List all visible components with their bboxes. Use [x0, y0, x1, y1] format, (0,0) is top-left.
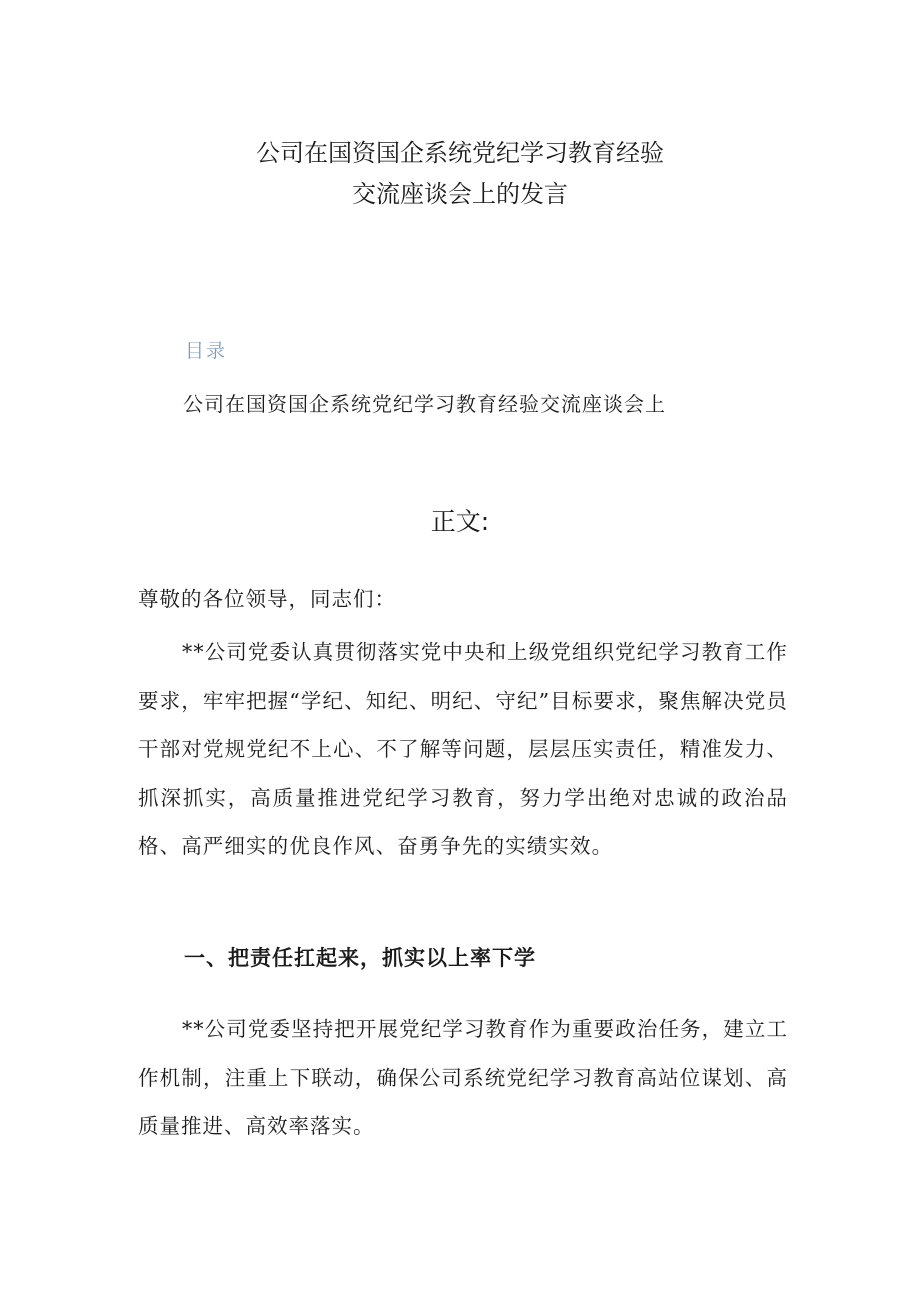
- toc-entry[interactable]: 公司在国资国企系统党纪学习教育经验交流座谈会上: [183, 392, 666, 416]
- body-section-label: 正文:: [430, 507, 490, 536]
- document-title-line-2: 交流座谈会上的发言: [352, 180, 568, 208]
- salutation: 尊敬的各位领导，同志们：: [138, 587, 396, 611]
- section-heading-1: 一、把责任扛起来，抓实以上率下学: [184, 945, 536, 970]
- document-title-line-1: 公司在国资国企系统党纪学习教育经验: [256, 139, 664, 167]
- paragraph-intro: **公司党委认真贯彻落实党中央和上级党组织党纪学习教育工作要求，牢牢把握“学纪、知纪、明纪、守纪”目标要求，聚焦解决党员干部对党规党纪不上心、不了解等问题，层层压实责任，精准发力、抓深抓实，高质量推进党纪学习教育，努力学出绝对忠诚的政治品格、高严细实的优良作风、奋勇争先的实绩实效。: [138, 640, 788, 858]
- paragraph-section-1: **公司党委坚持把开展党纪学习教育作为重要政治任务，建立工作机制，注重上下联动，确保公司系统党纪学习教育高站位谋划、高质量推进、高效率落实。: [138, 1017, 788, 1138]
- toc-heading: 目录: [185, 340, 228, 362]
